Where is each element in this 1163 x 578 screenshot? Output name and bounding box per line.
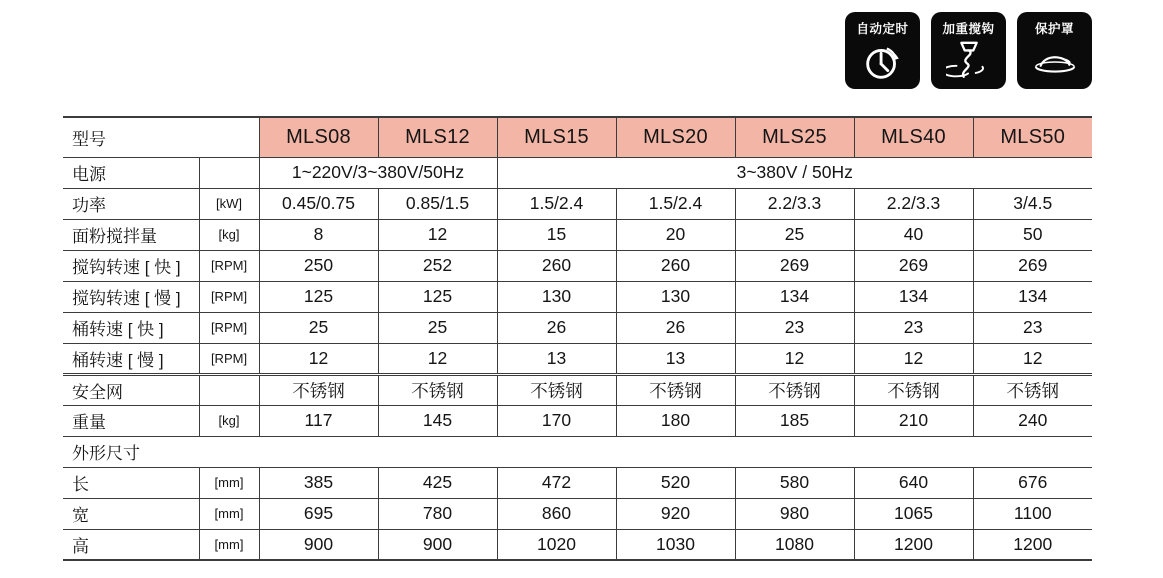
spec-value: 2.2/3.3 [854,188,973,219]
dimension-row [63,529,1092,560]
unit-label: [mm] [199,467,259,498]
model-header: MLS40 [854,117,973,157]
model-header-label: 型号 [63,117,259,157]
spec-value: 15 [497,219,616,250]
spec-row-label: 面粉搅拌量 [63,219,199,250]
spec-row-label: 长 [63,467,199,498]
power-row [63,157,1092,188]
model-header: MLS08 [259,117,378,157]
feature-badge-heavy-hook [931,12,1006,89]
spec-row [63,374,1092,405]
spiral-hook-icon [946,38,992,84]
spec-value: 23 [735,312,854,343]
section-label: 外形尺寸 [63,436,1092,467]
spec-value: 12 [378,343,497,374]
power-value: 3~380V / 50Hz [497,157,1092,188]
spec-value: 185 [735,405,854,436]
badge-label: 保护罩 [1034,22,1074,36]
dimensions-section-row [63,436,1092,467]
spec-value: 23 [854,312,973,343]
spec-value: 40 [854,219,973,250]
feature-badge-protective-cover [1017,12,1092,89]
spec-value: 不锈钢 [259,374,378,405]
spec-value: 269 [973,250,1092,281]
spec-value: 不锈钢 [735,374,854,405]
spec-value: 425 [378,467,497,498]
spec-value: 不锈钢 [616,374,735,405]
unit-label: [mm] [199,529,259,560]
spec-value: 250 [259,250,378,281]
spec-value: 25 [259,312,378,343]
timer-clock-icon [860,38,906,84]
spec-value: 20 [616,219,735,250]
dimension-row [63,498,1092,529]
unit-label: [RPM] [199,250,259,281]
spec-value: 1080 [735,529,854,560]
spec-row [63,188,1092,219]
spec-value: 695 [259,498,378,529]
spec-row [63,281,1092,312]
unit-label: [RPM] [199,343,259,374]
spec-value: 13 [616,343,735,374]
spec-value: 134 [854,281,973,312]
feature-badges [845,12,1092,89]
feature-badge-auto-timer [845,12,920,89]
spec-value: 23 [973,312,1092,343]
spec-value: 25 [378,312,497,343]
spec-value: 12 [973,343,1092,374]
spec-value: 3/4.5 [973,188,1092,219]
spec-row-label: 重量 [63,405,199,436]
dimension-row [63,467,1092,498]
badge-label: 自动定时 [856,22,909,36]
spec-value: 1100 [973,498,1092,529]
unit-label: [mm] [199,498,259,529]
spec-value: 240 [973,405,1092,436]
spec-value: 252 [378,250,497,281]
spec-value: 145 [378,405,497,436]
spec-row [63,219,1092,250]
spec-value: 1065 [854,498,973,529]
spec-row [63,250,1092,281]
spec-value: 900 [259,529,378,560]
model-header: MLS15 [497,117,616,157]
spec-value: 125 [259,281,378,312]
spec-value: 920 [616,498,735,529]
spec-value: 1030 [616,529,735,560]
spec-value: 1200 [854,529,973,560]
spec-row-label: 电源 [63,157,199,188]
unit-label: [RPM] [199,281,259,312]
spec-value: 130 [497,281,616,312]
protective-cover-icon [1032,38,1078,84]
model-header: MLS25 [735,117,854,157]
spec-row-label: 宽 [63,498,199,529]
spec-value: 25 [735,219,854,250]
spec-value: 0.85/1.5 [378,188,497,219]
spec-row [63,312,1092,343]
spec-row-label: 桶转速 [ 快 ] [63,312,199,343]
spec-value: 385 [259,467,378,498]
badge-label: 加重搅钩 [942,22,995,36]
spec-value: 520 [616,467,735,498]
spec-value: 26 [497,312,616,343]
spec-value: 260 [497,250,616,281]
unit-label: [kW] [199,188,259,219]
power-value: 1~220V/3~380V/50Hz [259,157,497,188]
spec-value: 1200 [973,529,1092,560]
spec-value: 不锈钢 [378,374,497,405]
spec-value: 134 [735,281,854,312]
spec-value: 130 [616,281,735,312]
spec-value: 980 [735,498,854,529]
spec-value: 不锈钢 [497,374,616,405]
spec-value: 1.5/2.4 [497,188,616,219]
spec-row-label: 搅钩转速 [ 快 ] [63,250,199,281]
spec-value: 260 [616,250,735,281]
spec-value: 不锈钢 [973,374,1092,405]
model-header-row [63,117,1092,157]
spec-value: 780 [378,498,497,529]
spec-value: 12 [259,343,378,374]
unit-label: [kg] [199,219,259,250]
spec-value: 180 [616,405,735,436]
spec-value: 1.5/2.4 [616,188,735,219]
spec-value: 134 [973,281,1092,312]
spec-row-label: 功率 [63,188,199,219]
spec-row-label: 桶转速 [ 慢 ] [63,343,199,374]
spec-value: 269 [735,250,854,281]
unit-label [199,374,259,405]
model-header: MLS20 [616,117,735,157]
spec-value: 0.45/0.75 [259,188,378,219]
spec-value: 170 [497,405,616,436]
spec-value: 12 [854,343,973,374]
model-header: MLS12 [378,117,497,157]
spec-value: 125 [378,281,497,312]
spec-row-label: 高 [63,529,199,560]
spec-value: 12 [735,343,854,374]
unit-label: [RPM] [199,312,259,343]
spec-value: 117 [259,405,378,436]
spec-value: 8 [259,219,378,250]
spec-value: 13 [497,343,616,374]
spec-value: 640 [854,467,973,498]
spec-row-label: 安全网 [63,374,199,405]
spec-value: 1020 [497,529,616,560]
spec-table [63,116,1092,561]
spec-value: 2.2/3.3 [735,188,854,219]
spec-row-label: 搅钩转速 [ 慢 ] [63,281,199,312]
unit-label [199,157,259,188]
spec-value: 676 [973,467,1092,498]
spec-value: 580 [735,467,854,498]
unit-label: [kg] [199,405,259,436]
spec-value: 900 [378,529,497,560]
spec-value: 26 [616,312,735,343]
spec-value: 12 [378,219,497,250]
spec-row [63,405,1092,436]
spec-value: 269 [854,250,973,281]
spec-value: 860 [497,498,616,529]
spec-row [63,343,1092,374]
spec-value: 50 [973,219,1092,250]
spec-value: 210 [854,405,973,436]
spec-value: 不锈钢 [854,374,973,405]
spec-value: 472 [497,467,616,498]
model-header: MLS50 [973,117,1092,157]
